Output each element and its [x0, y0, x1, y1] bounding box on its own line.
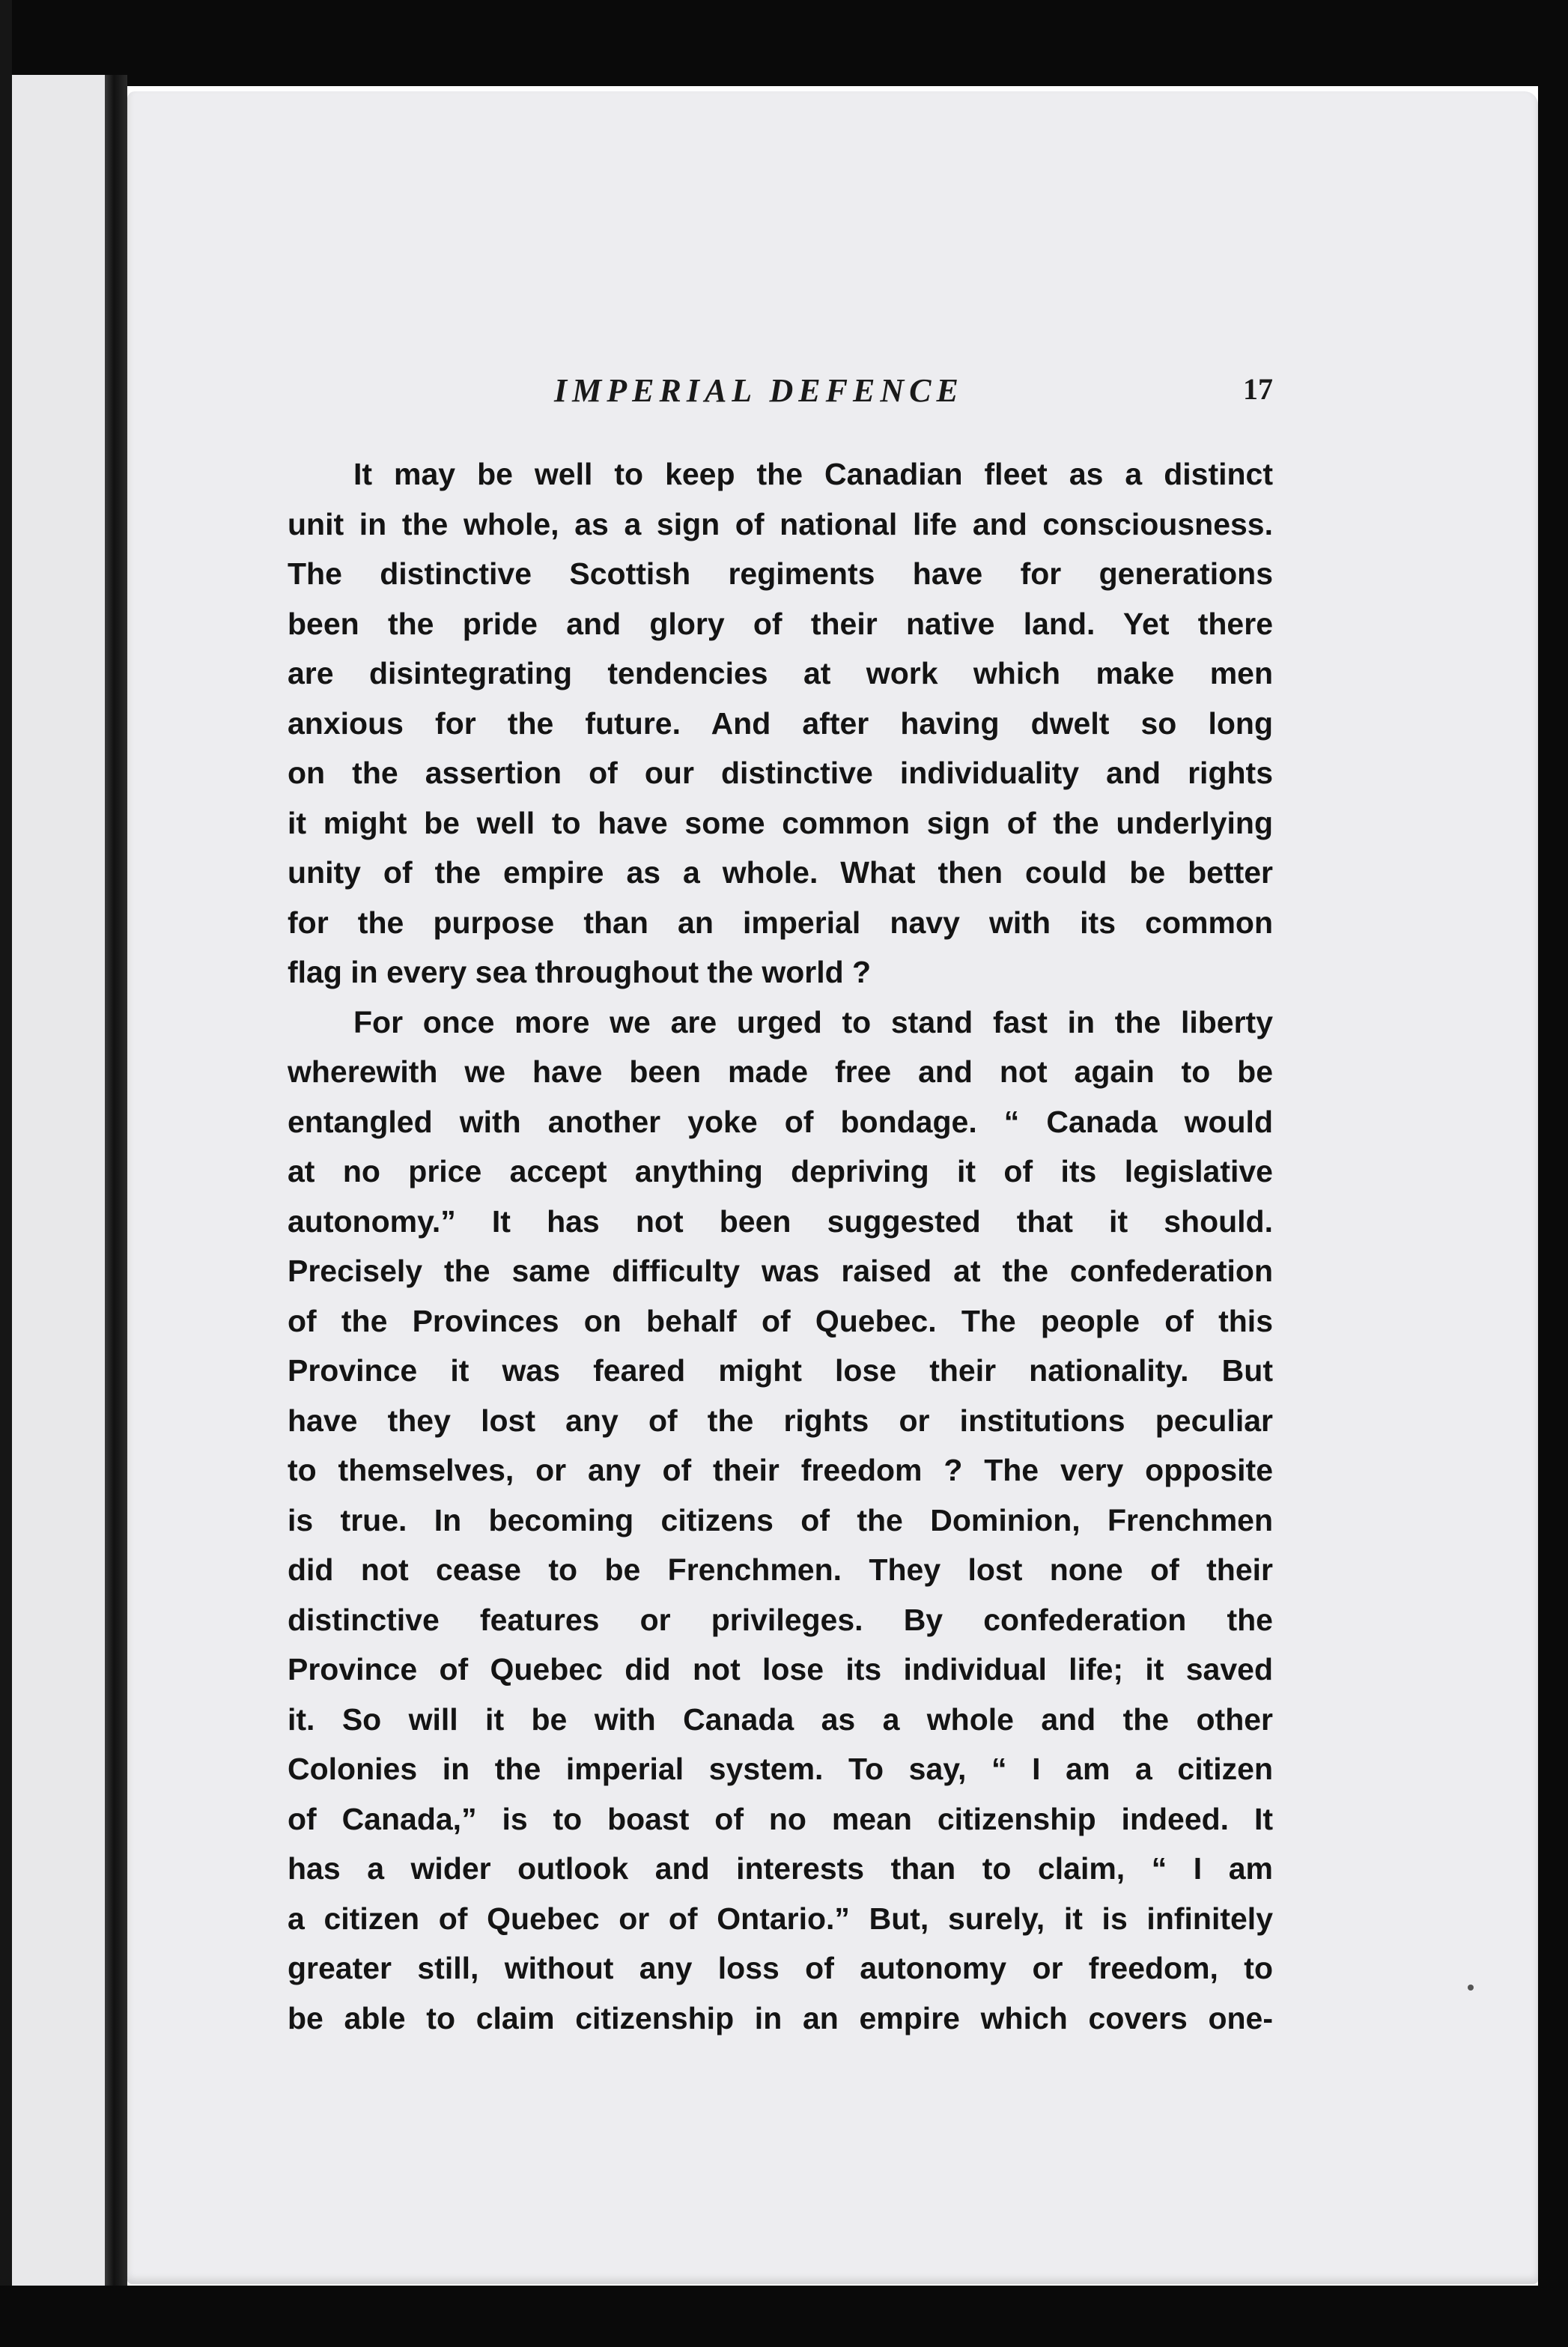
text-line: Province it was feared might lose their nationality. But [288, 1353, 1273, 1388]
scan-border-top [0, 0, 1568, 86]
scan-border-bottom [0, 2286, 1568, 2347]
text-line: it might be well to have some common sign of the underlying [288, 805, 1273, 840]
scan-border-left [0, 0, 12, 2347]
facing-page-edge [12, 75, 109, 2292]
scan-border-right [1538, 0, 1568, 2347]
text-line: for the purpose than an imperial navy with its common [288, 905, 1273, 940]
text-line: at no price accept anything depriving it of its legislative [288, 1154, 1273, 1188]
text-line: have they lost any of the rights or institutions peculiar [288, 1403, 1273, 1438]
text-line: anxious for the future. And after having dwelt so long [288, 705, 1273, 741]
page-header [554, 371, 1273, 424]
text-line: it. So will it be with Canada as a whole and the other [288, 1701, 1273, 1737]
text-line: unit in the whole, as a sign of national life and consciousness. [288, 506, 1273, 541]
page-number: 17 [1243, 372, 1273, 406]
text-line: are disintegrating tendencies at work which make men [288, 656, 1273, 690]
text-line: Colonies in the imperial system. To say, “ I am a citizen [288, 1752, 1273, 1786]
text-line: been the pride and glory of their native land. Yet there [288, 606, 1273, 641]
text-line: on the assertion of our distinctive individuality and rights [288, 756, 1273, 790]
text-line: of the Provinces on behalf of Quebec. The people of this [288, 1303, 1273, 1338]
text-line: flag in every sea throughout the world ? [288, 955, 872, 989]
text-line: is true. In becoming citizens of the Dominion, Frenchmen [288, 1502, 1273, 1537]
text-line: autonomy.” It has not been suggested that it should. [288, 1203, 1273, 1239]
scan-speck [1468, 1985, 1474, 1991]
text-line: greater still, without any loss of autonomy or freedom, to [288, 1951, 1273, 1985]
text-line: It may be well to keep the Canadian fleet as a distinct [353, 457, 1273, 491]
text-line: Province of Quebec did not lose its individual life; it saved [288, 1652, 1273, 1686]
text-line: has a wider outlook and interests than to claim, “ I am [288, 1851, 1273, 1886]
text-line: wherewith we have been made free and not again to be [288, 1054, 1273, 1089]
text-line: The distinctive Scottish regiments have for generations [288, 556, 1273, 591]
text-line: a citizen of Quebec or of Ontario.” But, surely, it is infinitely [288, 1901, 1273, 1936]
text-line: For once more we are urged to stand fast in the liberty [353, 1004, 1273, 1039]
text-line: be able to claim citizenship in an empire which covers one- [288, 2000, 1273, 2035]
text-line: unity of the empire as a whole. What then could be better [288, 855, 1273, 890]
running-head: IMPERIAL DEFENCE [554, 372, 964, 409]
text-line: did not cease to be Frenchmen. They lost none of their [288, 1552, 1273, 1587]
book-spine [105, 75, 127, 2299]
text-line: of Canada,” is to boast of no mean citizenship indeed. It [288, 1801, 1273, 1836]
text-line: Precisely the same difficulty was raised at the confederation [288, 1254, 1273, 1288]
text-line: to themselves, or any of their freedom ? The very opposite [288, 1453, 1273, 1487]
text-line: entangled with another yoke of bondage. “ Canada would [288, 1104, 1273, 1139]
text-line: distinctive features or privileges. By confederation the [288, 1602, 1273, 1637]
body-text [288, 449, 1273, 2043]
